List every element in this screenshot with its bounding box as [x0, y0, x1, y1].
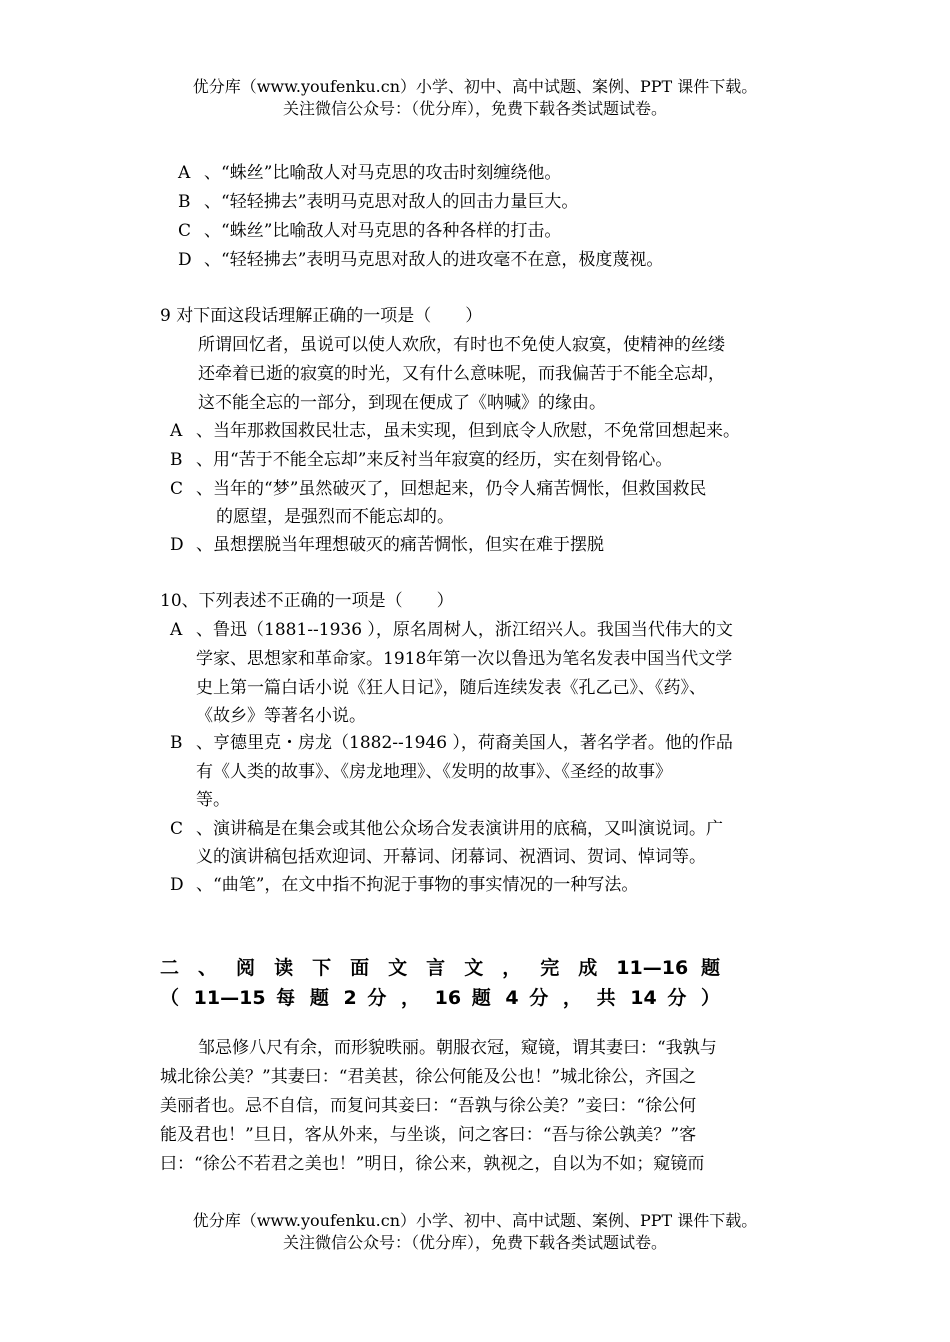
q9-option-c: C 、当年的“梦”虽然破灭了，回想起来，仍令人痛苦惆怅，但救国救民: [170, 479, 707, 499]
q10-option-a-cont: 《故乡》等著名小说。: [196, 706, 366, 726]
passage-line: 曰：“徐公不若君之美也！”明日，徐公来，孰视之，自以为不如；窥镜而: [160, 1154, 705, 1174]
q10-option-a: A 、鲁迅（1881--1936 ），原名周树人，浙江绍兴人。我国当代伟大的文: [170, 620, 733, 640]
q10-option-c: C 、演讲稿是在集会或其他公众场合发表演讲用的底稿，又叫演说词。广: [170, 819, 723, 839]
page-footer: [0, 1210, 950, 1254]
q10-option-b-cont: 等。: [196, 790, 230, 810]
q10-stem: 10、下列表述不正确的一项是（ ）: [160, 591, 454, 611]
section-2-heading: [160, 953, 720, 1013]
q10-option-d: D 、“曲笔”，在文中指不拘泥于事物的事实情况的一种写法。: [170, 875, 639, 895]
q10-option-a-cont: 史上第一篇白话小说《狂人日记》，随后连续发表《孔乙己》、《药》、: [196, 678, 706, 698]
q9-passage-line: 这不能全忘的一部分，到现在便成了《呐喊》的缘由。: [198, 393, 606, 413]
q10-option-c-cont: 义的演讲稿包括欢迎词、开幕词、闭幕词、祝酒词、贺词、悼词等。: [196, 847, 706, 867]
passage-line: 能及君也！”旦日，客从外来，与坐谈，问之客曰：“吾与徐公孰美？”客: [160, 1125, 697, 1145]
q8-option-a: A 、“蛛丝”比喻敌人对马克思的攻击时刻缠绕他。: [178, 163, 562, 183]
q9-passage-line: 所谓回忆者，虽说可以使人欢欣，有时也不免使人寂寞，使精神的丝缕: [198, 335, 725, 355]
q10-option-b-cont: 有《人类的故事》、《房龙地理》、《发明的故事》、《圣经的故事》: [196, 762, 672, 782]
q8-option-d: D 、“轻轻拂去”表明马克思对敌人的进攻毫不在意，极度蔑视。: [178, 250, 664, 270]
q8-option-b: B 、“轻轻拂去”表明马克思对敌人的回击力量巨大。: [178, 192, 579, 212]
footer-line-2: 关注微信公众号：（优分库），免费下载各类试题试卷。: [282, 1233, 667, 1252]
header-line-2: 关注微信公众号：（优分库），免费下载各类试题试卷。: [282, 99, 667, 118]
q9-option-a: A 、当年那救国救民壮志，虽未实现，但到底令人欣慰，不免常回想起来。: [170, 421, 740, 441]
q10-option-a-cont: 学家、思想家和革命家。1918年第一次以鲁迅为笔名发表中国当代文学: [196, 649, 733, 669]
q9-stem: 9 对下面这段话理解正确的一项是（ ）: [160, 306, 483, 326]
q9-passage-line: 还牵着已逝的寂寞的时光，又有什么意味呢，而我偏苦于不能全忘却，: [198, 364, 725, 384]
header-line-1: 优分库（www.youfenku.cn）小学、初中、高中试题、案例、PPT 课件下载。: [192, 77, 758, 96]
q9-option-c-cont: 的愿望，是强烈而不能忘却的。: [216, 507, 454, 527]
passage-line: 城北徐公美？”其妻曰：“君美甚，徐公何能及公也！”城北徐公，齐国之: [160, 1067, 697, 1087]
section-2-title-line-2: （ 11—15 每 题 2 分 ， 16 题 4 分 ， 共 14 分 ）: [160, 987, 720, 1009]
q10-option-b: B 、亨德里克・房龙（1882--1946 ），荷裔美国人，著名学者。他的作品: [170, 733, 733, 753]
passage-line: 美丽者也。忌不自信，而复问其妾曰：“吾孰与徐公美？”妾曰：“徐公何: [160, 1096, 697, 1116]
section-2-title-line-1: 二 、 阅 读 下 面 文 言 文 ， 完 成 11—16 题: [160, 957, 720, 979]
q9-option-d: D 、虽想摆脱当年理想破灭的痛苦惆怅，但实在难于摆脱: [170, 535, 604, 555]
footer-line-1: 优分库（www.youfenku.cn）小学、初中、高中试题、案例、PPT 课件下载。: [192, 1211, 758, 1230]
passage-line: 邹忌修八尺有余，而形貌昳丽。朝服衣冠，窥镜，谓其妻曰：“我孰与: [198, 1038, 717, 1058]
q9-option-b: B 、用“苦于不能全忘却”来反衬当年寂寞的经历，实在刻骨铭心。: [170, 450, 673, 470]
page-header: [0, 76, 950, 120]
q8-option-c: C 、“蛛丝”比喻敌人对马克思的各种各样的打击。: [178, 221, 562, 241]
